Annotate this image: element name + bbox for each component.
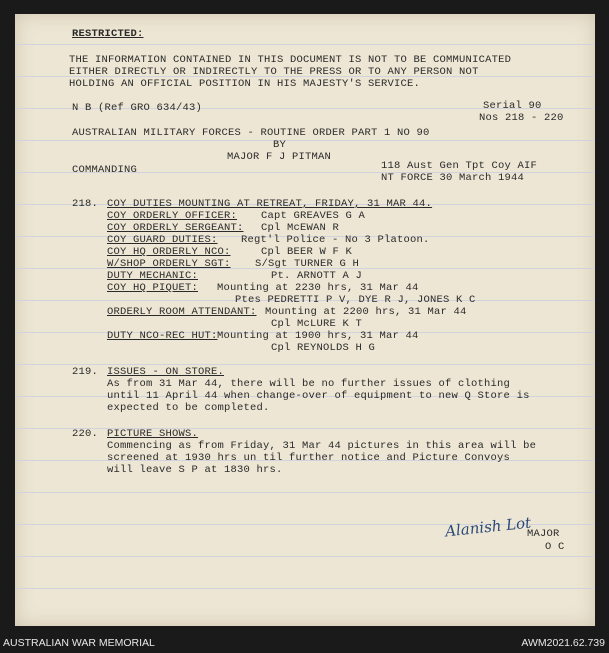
duty-role: COY HQ ORDERLY NCO:	[107, 246, 231, 258]
item-220-line: screened at 1930 hrs un til further notice and Picture Convoys	[107, 452, 511, 464]
commanding-label: COMMANDING	[72, 164, 138, 176]
duty-detail: Mounting at 2230 hrs, 31 Mar 44	[217, 282, 419, 294]
reference: N B (Ref GRO 634/43)	[72, 102, 203, 114]
signature-role: O C	[545, 541, 565, 553]
item-220-line: will leave S P at 1830 hrs.	[107, 464, 283, 476]
item-219-line: expected to be completed.	[107, 402, 270, 414]
footer-archive-name: AUSTRALIAN WAR MEMORIAL	[3, 637, 155, 649]
duty-detail: Cpl REYNOLDS H G	[271, 342, 376, 354]
duty-role: ORDERLY ROOM ATTENDANT:	[107, 306, 257, 318]
duty-detail: Mounting at 2200 hrs, 31 Mar 44	[265, 306, 467, 318]
notice-line-3: HOLDING AN OFFICIAL POSITION IN HIS MAJESTY'S SERVICE.	[69, 78, 421, 90]
item-219-heading: ISSUES - ON STORE.	[107, 366, 225, 378]
item-218-number: 218.	[72, 198, 99, 210]
duty-detail: Regt'l Police - No 3 Platoon.	[241, 234, 430, 246]
order-numbers: Nos 218 - 220	[479, 112, 564, 124]
serial-number: Serial 90	[483, 100, 542, 112]
duty-detail: Cpl BEER W F K	[261, 246, 353, 258]
commanding-officer: MAJOR F J PITMAN	[227, 151, 332, 163]
document-page	[15, 14, 595, 626]
item-220-heading: PICTURE SHOWS.	[107, 428, 199, 440]
duty-role: COY GUARD DUTIES:	[107, 234, 218, 246]
footer-archive-id: AWM2021.62.739	[521, 637, 605, 649]
duty-detail: Capt GREAVES G A	[261, 210, 366, 222]
notice-line-1: THE INFORMATION CONTAINED IN THIS DOCUMENT IS NOT TO BE COMMUNICATED	[69, 54, 512, 66]
item-220-number: 220.	[72, 428, 99, 440]
signature: Alanish Lot	[444, 513, 532, 541]
signature-rank: MAJOR	[527, 528, 560, 540]
item-219-number: 219.	[72, 366, 99, 378]
item-219-line: until 11 April 44 when change-over of equipment to new Q Store is	[107, 390, 530, 402]
duty-detail: Ptes PEDRETTI P V, DYE R J, JONES K C	[235, 294, 476, 306]
duty-detail: Cpl McLURE K T	[271, 318, 363, 330]
classification-label: RESTRICTED:	[72, 28, 144, 40]
duty-role: DUTY MECHANIC:	[107, 270, 199, 282]
item-220-line: Commencing as from Friday, 31 Mar 44 pictures in this area will be	[107, 440, 537, 452]
duty-detail: Mounting at 1900 hrs, 31 Mar 44	[217, 330, 419, 342]
by-label: BY	[273, 139, 287, 151]
duty-role: COY ORDERLY SERGEANT:	[107, 222, 244, 234]
order-title: AUSTRALIAN MILITARY FORCES - ROUTINE ORDER PART 1 NO 90	[72, 127, 430, 139]
duty-role: DUTY NCO-REC HUT:	[107, 330, 218, 342]
unit-name: 118 Aust Gen Tpt Coy AIF	[381, 160, 538, 172]
duty-role: COY ORDERLY OFFICER:	[107, 210, 238, 222]
duty-role: COY HQ PIQUET:	[107, 282, 199, 294]
notice-line-2: EITHER DIRECTLY OR INDIRECTLY TO THE PRESS OR TO ANY PERSON NOT	[69, 66, 479, 78]
item-218-heading: COY DUTIES MOUNTING AT RETREAT, FRIDAY, 31 MAR 44.	[107, 198, 433, 210]
duty-detail: Pt. ARNOTT A J	[271, 270, 363, 282]
duty-detail: S/Sgt TURNER G H	[255, 258, 360, 270]
item-219-line: As from 31 Mar 44, there will be no further issues of clothing	[107, 378, 511, 390]
duty-detail: Cpl McEWAN R	[261, 222, 340, 234]
unit-date: NT FORCE 30 March 1944	[381, 172, 525, 184]
duty-role: W/SHOP ORDERLY SGT:	[107, 258, 231, 270]
